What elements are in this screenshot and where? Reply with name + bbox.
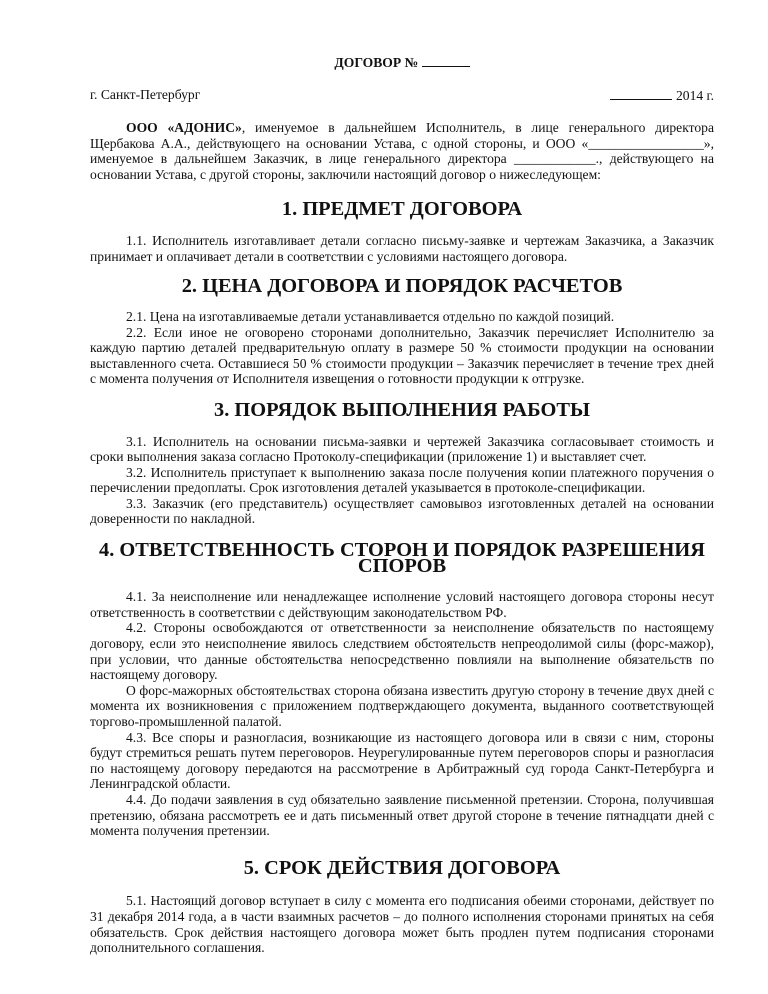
intro-text: , именуемое в дальнейшем Исполнитель, в лице генерального директора Щербакова А.А., действующего на основании Устава, с одной стороны, и ООО «_________________», именуемое в дальнейшем Заказчик, в лице генерального директора ____________., действующего на основании Устава, с другой стороны, заключили настоящий договор о нижеследующем: [90,120,715,182]
clause: 4.4. До подачи заявления в суд обязательно заявление письменной претензии. Сторона, получившая претензию, обязана рассмотреть ее и дать письменный ответ другой стороне в течение пятнадцати дней с момента получения претензии. [90,791,714,839]
clause: 4.3. Все споры и разногласия, возникающие из настоящего договора или в связи с ним, стороны будут стремиться решать путем переговоров. Неурегулированные путем переговоров споры и разногласия по настоящему договору передаются на рассмотрение в Арбитражный суд города Санкт-Петербурга и Ленинградской области. [90,729,714,792]
document-title-text: ДОГОВОР № [334,55,419,70]
section-title: 5. СРОК ДЕЙСТВИЯ ДОГОВОРА [243,856,561,879]
section-title: 3. ПОРЯДОК ВЫПОЛНЕНИЯ РАБОТЫ [214,398,590,421]
section-title: 2. ЦЕНА ДОГОВОРА И ПОРЯДОК РАСЧЕТОВ [181,275,623,298]
section-title: 4. ОТВЕТСТВЕННОСТЬ СТОРОН И ПОРЯДОК РАЗРЕШЕНИЯ СПОРОВ [99,539,705,577]
clause: 5.1. Настоящий договор вступает в силу с момента его подписания обеими сторонами, действует по 31 декабря 2014 года, а в части взаимных расчетов – до полного исполнения сторонами принятых на себя обязательств. Срок действия настоящего договора может быть продлен путем подписания сторонами дополнительного соглашения. [90,893,714,956]
date [610,87,714,104]
document-title [90,0,714,71]
clause: 2.2. Если иное не оговорено сторонами дополнительно, Заказчик перечисляет Исполнителю за каждую партию деталей предварительную оплату в размере 50 % стоимости продукции на основании выставленного счета. Оставшиеся 50 % стоимости продукции – Заказчик перечисляет в течение трех дней с момента получения от Исполнителя извещения о готовности продукции к отгрузке. [90,324,714,387]
clause: 3.3. Заказчик (его представитель) осуществляет самовывоз изготовленных деталей на основании доверенности по накладной. [90,495,714,527]
contract-number-blank [422,54,470,67]
company-name: ООО «АДОНИС» [126,120,242,136]
clause: 4.2. Стороны освобождаются от ответственности за неисполнение обязательств по настоящему договору, если это неисполнение явилось следствием обстоятельств непреодолимой силы (форс-мажор), при условии, что данные обстоятельства непосредственно повлияли на выполнение обязательств по настоящему договору. [90,620,714,683]
clause: 2.1. Цена на изготавливаемые детали устанавливается отдельно по каждой позиций. [126,308,615,324]
clause: 1.1. Исполнитель изготавливает детали согласно письму-заявке и чертежам Заказчика, а Заказчик принимает и оплачивает детали в соответствии с условиями настоящего договора. [90,233,714,264]
section-title: 1. ПРЕДМЕТ ДОГОВОРА [281,197,523,220]
date-blank [610,87,672,100]
date-year: 2014 г. [675,87,714,103]
city: г. Санкт-Петербург [90,86,201,102]
clause: 3.2. Исполнитель приступает к выполнению заказа после получения копии платежного поручения о перечислении предоплаты. Срок изготовления деталей указывается в протоколе-спецификации. [90,464,714,496]
clause: О форс-мажорных обстоятельствах сторона обязана известить другую сторону в течение двух дней с момента их возникновения с приложением подтверждающего документа, выданного соответствующей торгово-промышленной палатой. [90,682,714,729]
clause: 4.1. За неисполнение или ненадлежащее исполнение условий настоящего договора стороны несут ответственность в соответствии с действующим законодательством РФ. [90,589,714,620]
clause: 3.1. Исполнитель на основании письма-заявки и чертежей Заказчика согласовывает стоимость и сроки выполнения заказа согласно Протоколу-спецификации (приложение 1) и выставляет счет. [90,433,714,465]
intro-paragraph [90,120,714,182]
city-date-line [90,87,714,104]
